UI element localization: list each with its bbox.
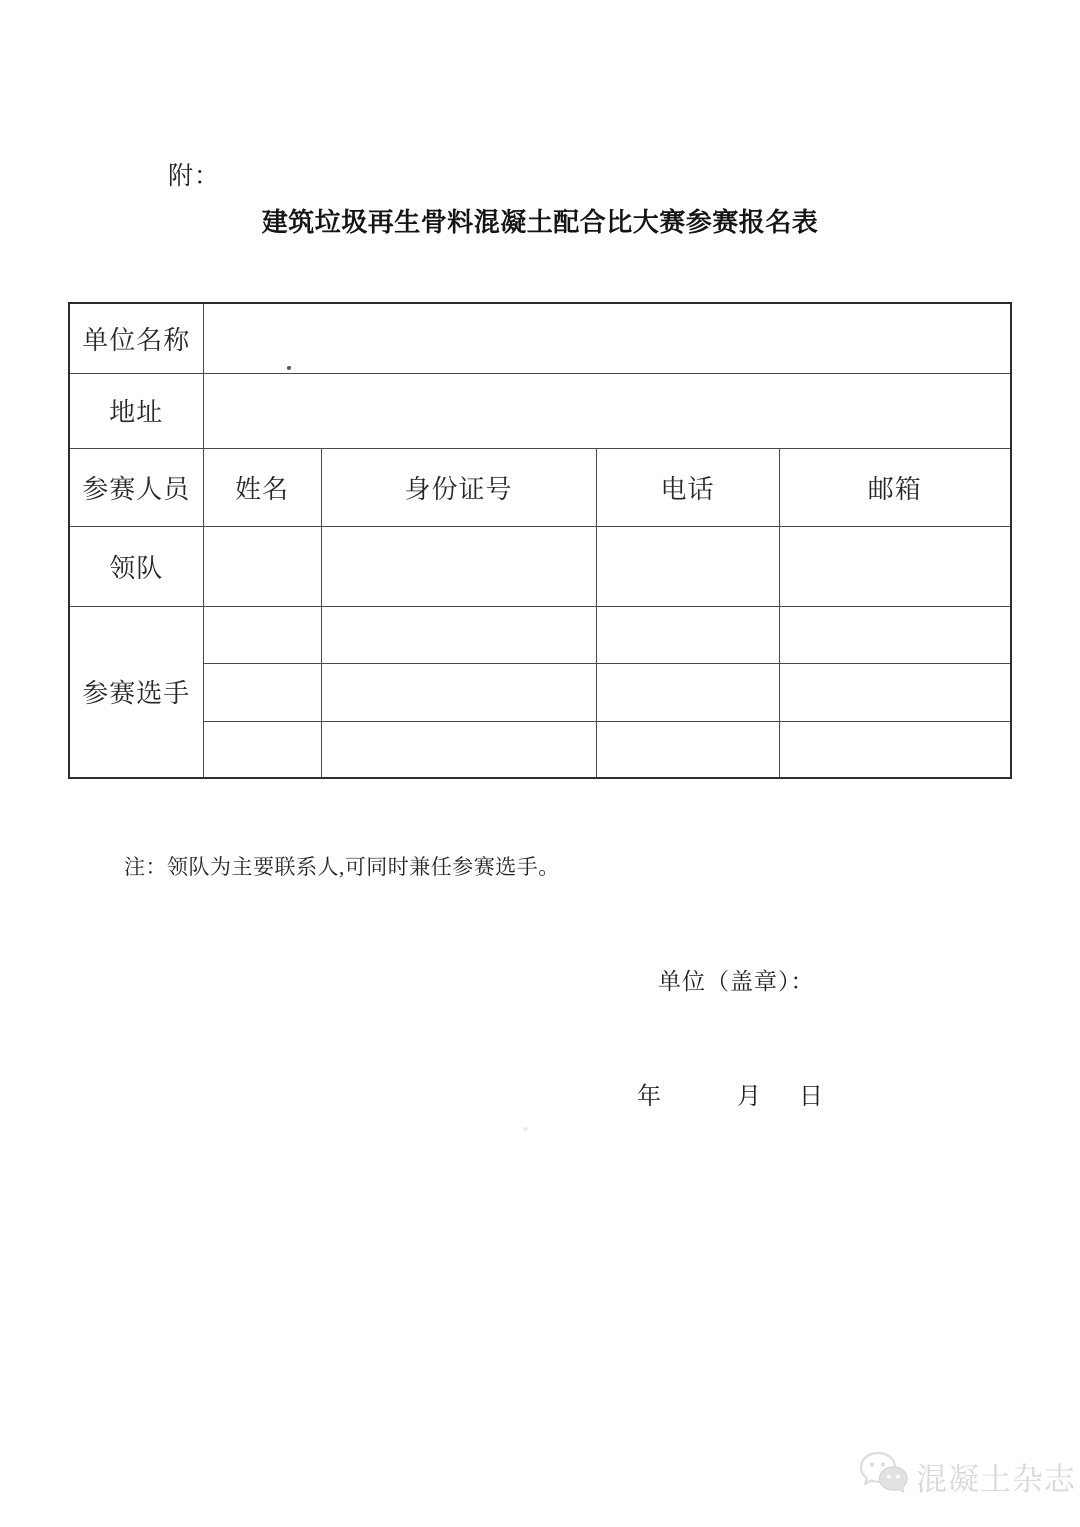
watermark-text: 混凝土杂志 <box>916 1462 1076 1497</box>
leader-label: 领队 <box>69 526 203 606</box>
contestant-cell <box>779 721 1011 778</box>
year-label: 年 <box>637 1084 661 1110</box>
address-value-cell <box>203 373 1011 448</box>
contestant-cell <box>596 721 779 778</box>
contestant-cell <box>203 606 321 663</box>
column-header-name: 姓名 <box>203 448 321 526</box>
contestant-cell <box>321 721 596 778</box>
table-row <box>69 303 1011 373</box>
unit-name-value-cell <box>203 303 1011 373</box>
contestant-row <box>69 606 1011 663</box>
contestant-cell <box>596 606 779 663</box>
day-label: 日 <box>799 1084 823 1110</box>
scan-speck <box>523 1127 528 1131</box>
address-label: 地址 <box>69 373 203 448</box>
leader-phone-cell <box>596 526 779 606</box>
column-header-email: 邮箱 <box>779 448 1011 526</box>
watermark <box>858 1450 1076 1503</box>
unit-name-label: 单位名称 <box>69 303 203 373</box>
contestant-cell <box>779 606 1011 663</box>
column-header-id-number: 身份证号 <box>321 448 596 526</box>
form-title: 建筑垃圾再生骨料混凝土配合比大赛参赛报名表 <box>261 207 819 237</box>
participants-label: 参赛人员 <box>69 448 203 526</box>
wechat-icon <box>858 1450 910 1503</box>
contestant-cell <box>203 721 321 778</box>
leader-name-cell <box>203 526 321 606</box>
contestant-cell <box>596 663 779 721</box>
registration-table <box>68 302 1012 779</box>
month-label: 月 <box>737 1084 761 1110</box>
contestant-row <box>69 663 1011 721</box>
contestant-cell <box>321 606 596 663</box>
leader-email-cell <box>779 526 1011 606</box>
unit-seal-label: 单位（盖章）： <box>658 969 815 994</box>
table-header-row <box>69 448 1011 526</box>
contestant-label: 参赛选手 <box>69 606 203 778</box>
contestant-cell <box>321 663 596 721</box>
leader-id-cell <box>321 526 596 606</box>
contestant-cell <box>779 663 1011 721</box>
note-text: 注：领队为主要联系人,可同时兼任参赛选手。 <box>124 855 560 879</box>
column-header-phone: 电话 <box>596 448 779 526</box>
table-row <box>69 373 1011 448</box>
leader-row <box>69 526 1011 606</box>
contestant-row <box>69 721 1011 778</box>
contestant-cell <box>203 663 321 721</box>
attachment-label: 附： <box>168 163 221 190</box>
date-line <box>0 1076 1080 1110</box>
